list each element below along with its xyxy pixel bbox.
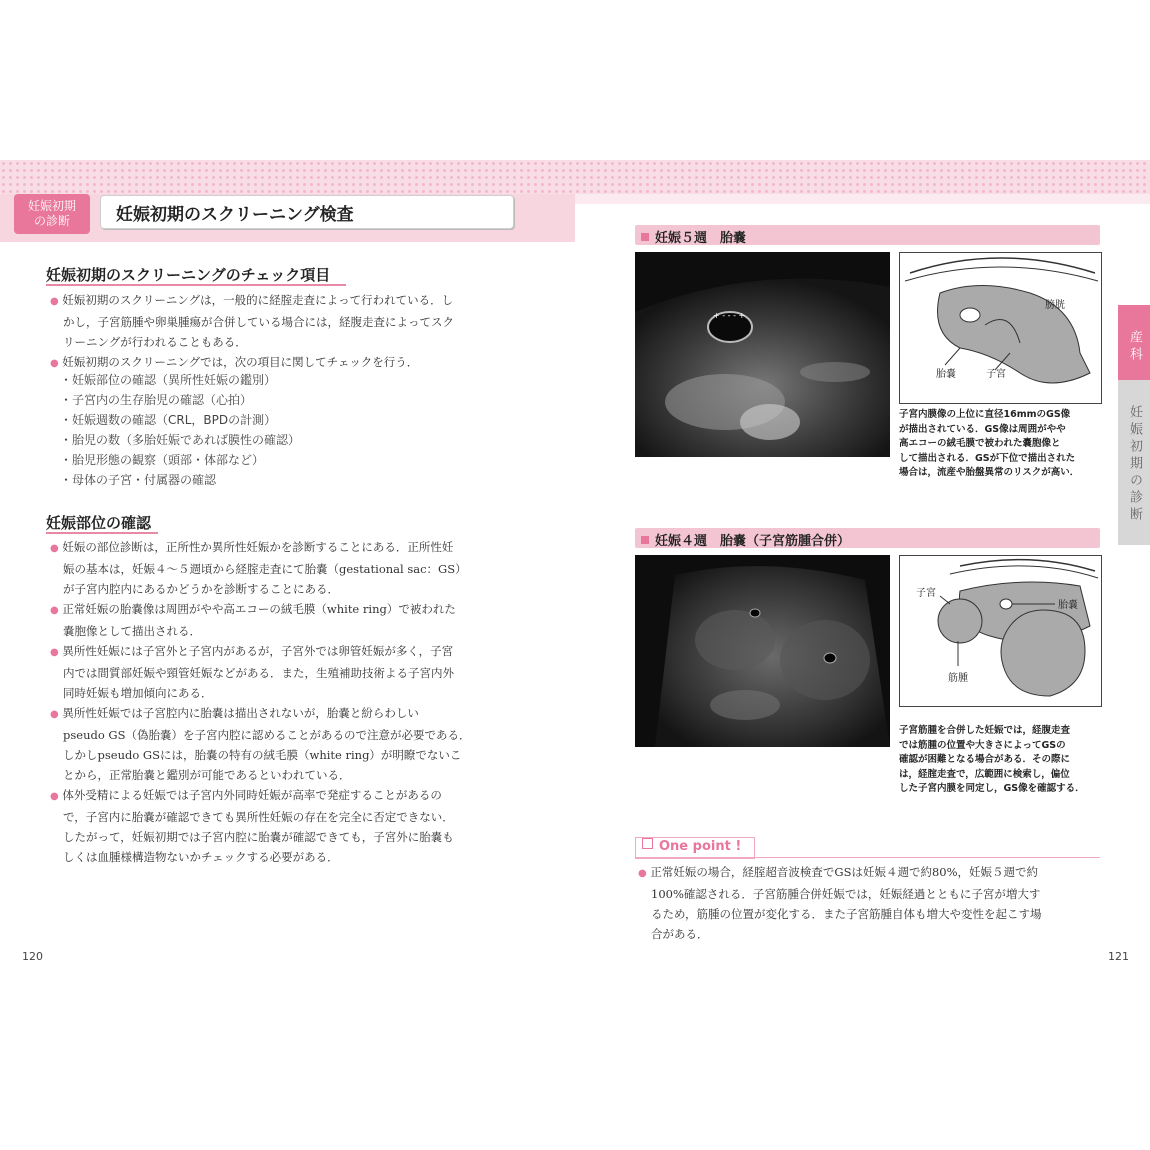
section2-heading: 妊娠部位の確認 (46, 514, 152, 532)
ultrasound-image-1 (635, 252, 890, 457)
line: 妊娠初期のスクリーニングでは，次の項目に関してチェックを行う． (62, 355, 419, 369)
square-bullet-icon (642, 838, 653, 849)
ultrasound-image-2-graphic (635, 555, 890, 747)
label-uterus: 子宮 (916, 588, 936, 599)
caption-line: 確認が困難となる場合がある．その際に (899, 754, 1071, 765)
caption-line: では筋腫の位置や大きさによってGSの (899, 739, 1066, 751)
one-point-divider (635, 857, 1100, 858)
line: 異所性妊娠では子宮腔内に胎嚢は描出されないが，胎嚢と紛らわしい (62, 706, 419, 720)
caption-line: して描出される．GSが下位で描出された (899, 452, 1076, 464)
line: 嚢胞像として描出される． (63, 624, 201, 638)
check-item: ・子宮内の生存胎児の確認（心拍） (60, 393, 253, 407)
line: したがって，妊娠初期では子宮内腔に胎嚢が確認できても，子宮外に胎嚢も (63, 830, 454, 844)
page-number-left: 120 (22, 950, 43, 963)
line: るため，筋腫の位置が変化する．また子宮筋腫自体も増大や変性を起こす場 (651, 907, 1042, 921)
figure1-heading (641, 227, 746, 246)
line: で，子宮内に胎嚢が確認できても異所性妊娠の存在を完全に否定できない． (63, 810, 454, 824)
diagram-1 (899, 252, 1102, 404)
line: しくは血腫様構造物ないかチェックする必要がある． (63, 850, 339, 864)
section2-body (50, 537, 530, 867)
chapter-tag-line2: の診断 (33, 214, 70, 228)
section2-underline (46, 532, 158, 534)
bullet-icon: ● (50, 709, 59, 720)
caption-line: 場合は，流産や胎盤異常のリスクが高い． (899, 467, 1080, 478)
check-item: ・胎児形態の観察（頭部・体部など） (60, 453, 265, 467)
line: 正常妊娠の胎嚢像は周囲がやや高エコーの絨毛膜（white ring）で被われた (62, 602, 456, 616)
check-items (60, 370, 480, 490)
diagram-2 (899, 555, 1102, 707)
line: 娠の基本は，妊娠４～５週頃から経腟走査にて胎嚢（gestational sac：GS） (63, 562, 467, 576)
bullet-icon: ● (50, 791, 59, 802)
line: 異所性妊娠には子宮外と子宮内があるが，子宮外では卵管妊娠が多く，子宮 (62, 644, 454, 658)
bullet-icon: ● (50, 543, 59, 554)
line: が子宮内腔内にあるかどうかを診断することにある． (63, 582, 339, 596)
label-gs: 胎嚢 (936, 369, 956, 380)
caption-line: 高エコーの絨毛膜で被われた嚢胞像と (899, 438, 1061, 449)
figure2-caption (899, 724, 1104, 797)
line: 妊娠の部位診断は，正所性か異所性妊娠かを診断することにある．正所性妊 (62, 540, 454, 554)
caption-line: は，経腟走査で，広範囲に検索し，偏位 (899, 768, 1070, 780)
line: 合がある． (651, 927, 709, 941)
diagram-1-graphic (900, 253, 1101, 403)
ultrasound-image-1-graphic (635, 252, 890, 457)
figure1-heading-text: 妊娠５週 胎嚢 (655, 231, 747, 246)
line: かし，子宮筋腫や卵巣腫瘍が合併している場合には，経腹走査によってスク (63, 315, 454, 329)
label-myoma: 筋腫 (948, 673, 968, 684)
line: 正常妊娠の場合，経腟超音波検査でGSは妊娠４週で約80%，妊娠５週で約 (650, 865, 1039, 879)
one-point-label-text: One point ! (659, 839, 742, 854)
figure1-caption (899, 408, 1104, 481)
check-item: ・胎児の数（多胎妊娠であれば膜性の確認） (60, 433, 301, 447)
svg-text:+ - - - +: + - - - + (713, 311, 746, 320)
bullet-icon: ● (50, 358, 59, 369)
check-item: ・母体の子宮・付属器の確認 (60, 473, 217, 487)
line: しかしpseudo GSには，胎嚢の特有の絨毛膜（white ring）が明瞭でないこ (63, 748, 462, 762)
bullet-icon: ● (50, 605, 59, 616)
one-point-body (638, 862, 1108, 944)
figure2-heading (641, 530, 850, 549)
caption-line: した子宮内膜を同定し，GS像を確認する． (899, 783, 1085, 794)
check-item: ・妊娠部位の確認（異所性妊娠の鑑別） (60, 373, 277, 387)
label-uterus: 子宮 (986, 369, 1006, 380)
ultrasound-image-2 (635, 555, 890, 747)
line: とから，正常胎嚢と鑑別が可能であるといわれている． (63, 768, 351, 782)
line: 100%確認される．子宮筋腫合併妊娠では，妊娠経過とともに子宮が増大す (651, 887, 1041, 901)
label-bladder: 膀胱 (1045, 300, 1065, 311)
line: 同時妊娠も増加傾向にある． (63, 686, 213, 700)
square-bullet-icon (641, 233, 649, 241)
bullet-icon: ● (50, 647, 59, 658)
bullet-icon: ● (638, 868, 647, 879)
one-point-label (642, 838, 741, 854)
square-bullet-icon (641, 536, 649, 544)
page-number-right: 121 (1108, 950, 1129, 963)
chapter-tag (14, 194, 90, 234)
section1-underline (46, 284, 346, 286)
line: リーニングが行われることもある． (63, 335, 247, 349)
section1-bullet-1 (50, 290, 525, 374)
header-fade (575, 194, 1150, 204)
figure2-heading-text: 妊娠４週 胎嚢（子宮筋腫合併） (655, 534, 851, 549)
section1-heading: 妊娠初期のスクリーニングのチェック項目 (46, 266, 331, 284)
caption-line: 子宮内膜像の上位に直径16mmのGS像 (899, 409, 1071, 420)
line: 体外受精による妊娠では子宮内外同時妊娠が高率で発症することがあるの (62, 788, 442, 802)
line: pseudo GS（偽胎嚢）を子宮内腔に認めることがあるので注意が必要である． (63, 728, 471, 742)
line: 妊娠初期のスクリーニングは，一般的に経腟走査によって行われている．し (62, 293, 454, 307)
header-band (0, 160, 1150, 194)
side-tab-top-label: 産科 (1127, 330, 1142, 364)
chapter-tag-line1: 妊娠初期 (27, 199, 76, 213)
diagram-2-graphic (900, 556, 1101, 706)
bullet-icon: ● (50, 296, 59, 307)
label-gs: 胎嚢 (1058, 600, 1078, 611)
caption-line: 子宮筋腫を合併した妊娠では，経腹走査 (899, 725, 1071, 736)
line: 内では間質部妊娠や頸管妊娠などがある．また，生殖補助技術よる子宮内外 (63, 666, 454, 680)
side-tab-bottom-label: 妊娠初期の診断 (1127, 405, 1142, 524)
page-title: 妊娠初期のスクリーニング検査 (116, 205, 354, 225)
caption-line: が描出されている．GS像は周囲がやや (899, 423, 1066, 435)
check-item: ・妊娠週数の確認（CRL，BPDの計測） (60, 413, 277, 427)
